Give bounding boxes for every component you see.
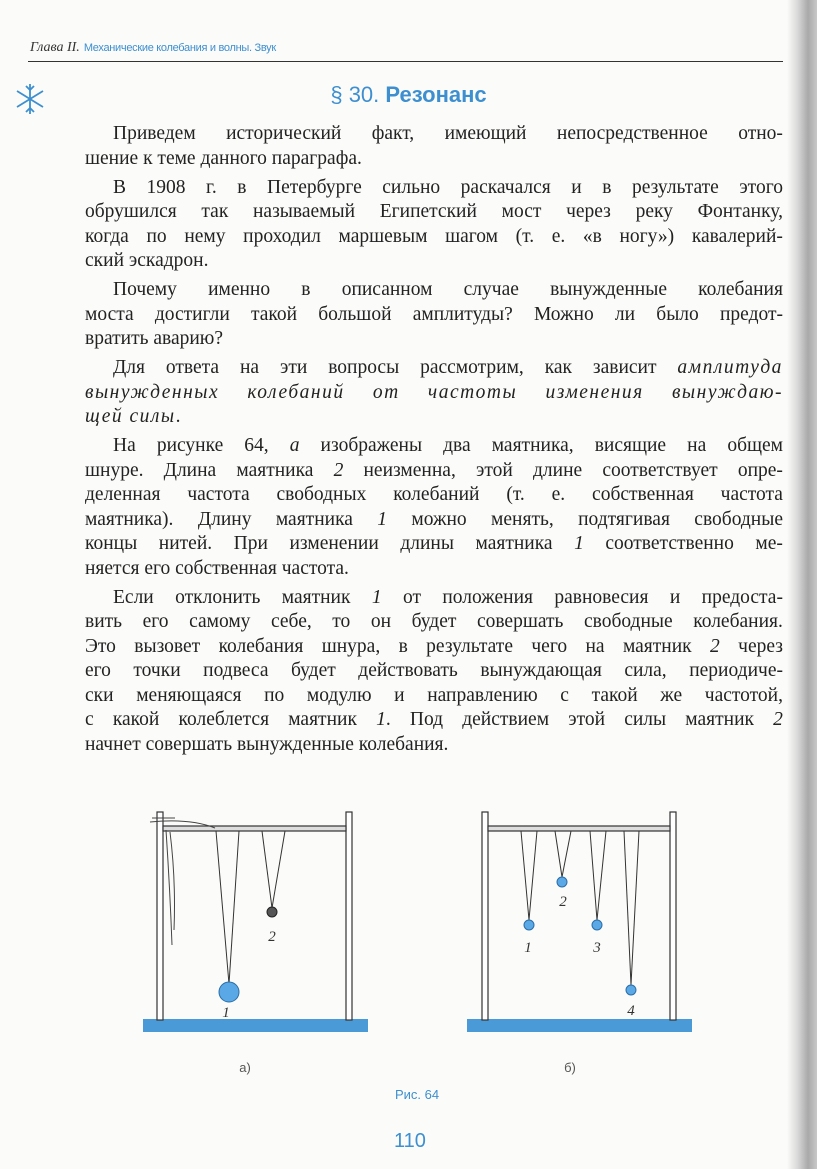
word: свободных bbox=[276, 484, 367, 505]
word: частота bbox=[187, 484, 250, 505]
word: по bbox=[146, 225, 167, 247]
emphasis-word: от bbox=[372, 381, 400, 403]
word: «в bbox=[582, 225, 602, 247]
word: вопросы bbox=[328, 357, 400, 378]
word: меняющаяся bbox=[136, 684, 242, 706]
word: отно- bbox=[738, 123, 783, 144]
word: ме- bbox=[755, 533, 783, 554]
word: в bbox=[602, 176, 612, 198]
word: отклонить bbox=[175, 586, 261, 608]
word: маятник bbox=[622, 635, 692, 657]
word: его bbox=[85, 660, 111, 681]
word: маятник bbox=[685, 709, 754, 730]
word: через bbox=[566, 201, 611, 222]
pendulum-label-b1: 1 bbox=[524, 940, 532, 956]
word: факт, bbox=[371, 123, 415, 144]
word: так bbox=[201, 201, 229, 222]
word: положения bbox=[442, 586, 533, 608]
word: шнура, bbox=[321, 635, 381, 657]
word: деленная bbox=[85, 484, 161, 505]
word: периодиче- bbox=[689, 660, 783, 681]
word: маятник bbox=[281, 586, 351, 608]
word: в bbox=[301, 279, 311, 300]
word: (т. bbox=[506, 484, 525, 505]
word: изображены bbox=[320, 435, 423, 456]
word: соответствует bbox=[602, 459, 718, 481]
word: исторический bbox=[226, 123, 342, 144]
word: силы bbox=[624, 709, 667, 730]
word: результате bbox=[631, 176, 719, 198]
word: частота bbox=[720, 484, 783, 505]
emphasis-word: 1 bbox=[376, 709, 386, 730]
word: этой bbox=[476, 459, 513, 481]
word: маятника bbox=[236, 459, 314, 481]
emphasis-word: 1 bbox=[371, 586, 382, 608]
word: нитей. bbox=[158, 533, 213, 554]
word: в bbox=[398, 635, 408, 657]
word: Можно bbox=[533, 303, 594, 325]
emphasis-word: 2 bbox=[710, 635, 720, 657]
word: этой bbox=[568, 709, 606, 730]
word: было bbox=[656, 303, 699, 325]
right-pole-a bbox=[346, 812, 352, 1020]
word: результате bbox=[426, 635, 513, 657]
page-number: 110 bbox=[394, 1130, 426, 1152]
word: рассмотрим, bbox=[420, 357, 524, 378]
text-segment: шение к теме данного параграфа. bbox=[85, 147, 362, 169]
word: маршевым bbox=[338, 225, 428, 247]
word: в bbox=[237, 176, 247, 198]
emphasis-word: 1 bbox=[377, 508, 388, 530]
word: такой bbox=[591, 684, 638, 706]
figure-caption: Рис. 64 bbox=[394, 1087, 440, 1102]
emphasis-text: щей силы bbox=[85, 406, 176, 427]
word: этого bbox=[739, 176, 783, 198]
word: имеющий bbox=[444, 123, 527, 144]
word: точки bbox=[133, 660, 181, 681]
word: В bbox=[113, 176, 127, 198]
word: свободные bbox=[583, 611, 673, 632]
word: шагом bbox=[445, 225, 498, 247]
word: ногу») bbox=[619, 225, 675, 247]
word: концы bbox=[85, 533, 138, 554]
word: . bbox=[385, 709, 391, 730]
word: направлению bbox=[427, 684, 538, 706]
word: и bbox=[394, 684, 405, 706]
word: вить bbox=[85, 611, 123, 632]
word: Фонтанку, bbox=[697, 201, 783, 222]
word: маятника, bbox=[491, 435, 574, 456]
word: вынуждающая bbox=[480, 660, 602, 681]
word: соответственно bbox=[605, 533, 734, 554]
word: колебаний bbox=[393, 484, 480, 505]
word: эти bbox=[279, 357, 308, 378]
word: е. bbox=[551, 484, 566, 505]
word: менять, bbox=[491, 508, 554, 530]
emphasis-word: колебаний bbox=[247, 381, 345, 403]
bar-a bbox=[163, 826, 346, 831]
left-pole-b bbox=[482, 812, 488, 1020]
word: такой bbox=[250, 303, 298, 325]
word: подвеса bbox=[203, 660, 269, 681]
emphasis-word: а bbox=[289, 435, 300, 456]
pendulum-ball-b2 bbox=[557, 877, 567, 887]
word: модулю bbox=[306, 684, 372, 706]
word: колебания. bbox=[693, 611, 783, 632]
text-segment: ский эскадрон. bbox=[85, 250, 209, 271]
word: Если bbox=[113, 586, 154, 608]
text-segment: . bbox=[175, 406, 181, 427]
word: частотой, bbox=[704, 684, 783, 706]
figure-panel-a bbox=[143, 812, 368, 1075]
emphasis-word: изменения bbox=[545, 381, 644, 403]
word: маятника bbox=[475, 533, 553, 554]
word: он bbox=[370, 611, 392, 632]
pendulum-ball-a1 bbox=[219, 982, 239, 1002]
word: ответа bbox=[165, 357, 220, 378]
word: маятника bbox=[275, 508, 353, 530]
word: именно bbox=[208, 279, 271, 300]
word: совершать bbox=[476, 611, 564, 632]
word: длине bbox=[532, 459, 583, 481]
right-pole-b bbox=[670, 812, 676, 1020]
emphasis-word: 1 bbox=[574, 533, 584, 554]
word: нему bbox=[184, 225, 226, 247]
word: (т. bbox=[515, 225, 535, 247]
word: обрушился bbox=[85, 201, 177, 222]
word: как bbox=[544, 357, 573, 378]
word: достигли bbox=[154, 303, 230, 325]
pendulum-ball-a2 bbox=[267, 907, 277, 917]
pendulum-label-a1: 1 bbox=[222, 1005, 230, 1021]
word: колебания bbox=[218, 635, 304, 657]
word: его bbox=[142, 611, 169, 632]
word: собственная bbox=[592, 484, 694, 505]
word: на bbox=[687, 435, 707, 456]
base-b bbox=[467, 1019, 692, 1032]
word: то bbox=[332, 611, 351, 632]
word: свободные bbox=[694, 508, 783, 530]
word: Длину bbox=[197, 508, 252, 530]
word: и bbox=[571, 176, 582, 198]
word: маятника). bbox=[85, 508, 174, 530]
word: с bbox=[560, 684, 569, 706]
word: и bbox=[669, 586, 681, 608]
word: маятник bbox=[288, 709, 357, 730]
word: Для bbox=[113, 357, 146, 378]
emphasis-word: амплитуда bbox=[677, 357, 783, 378]
word: же bbox=[660, 684, 683, 706]
section-number: § 30. bbox=[330, 82, 380, 107]
word: сила, bbox=[624, 660, 667, 681]
emphasis-word: вынужденных bbox=[85, 381, 220, 403]
figure-panel-b bbox=[467, 812, 692, 1075]
word: длины bbox=[400, 533, 454, 554]
word: равновесия bbox=[554, 586, 649, 608]
word: проходил bbox=[243, 225, 321, 247]
text-segment: няется его собственная частота. bbox=[85, 557, 349, 579]
pendulum-label-b3: 3 bbox=[593, 940, 601, 956]
word: Это bbox=[85, 635, 116, 657]
word: два bbox=[443, 435, 471, 456]
word: непосредственное bbox=[556, 123, 708, 144]
word: На bbox=[113, 435, 136, 456]
word: вынужденные bbox=[550, 279, 667, 300]
word: на bbox=[239, 357, 260, 378]
word: г. bbox=[206, 176, 217, 198]
base-a bbox=[143, 1019, 368, 1032]
word: называемый bbox=[253, 201, 356, 222]
emphasis-word: частоты bbox=[427, 381, 518, 403]
chapter-number: Глава II. bbox=[30, 40, 80, 55]
panel-a-label: а) bbox=[239, 1060, 251, 1075]
word: предоста- bbox=[701, 586, 783, 608]
word: себе, bbox=[270, 611, 312, 632]
word: общем bbox=[727, 435, 783, 456]
pendulum-ball-b3 bbox=[592, 920, 602, 930]
word: Почему bbox=[113, 279, 177, 300]
emphasis-word: 2 bbox=[773, 709, 783, 730]
emphasis-word: 2 bbox=[333, 459, 344, 481]
word: чего bbox=[531, 635, 568, 657]
word: ли bbox=[614, 303, 636, 325]
word: случае bbox=[463, 279, 519, 300]
word: При bbox=[233, 533, 268, 554]
word: с bbox=[85, 709, 94, 730]
word: колеблется bbox=[178, 709, 270, 730]
word: предот- bbox=[719, 303, 783, 325]
word: описанном bbox=[341, 279, 433, 300]
emphasis-word: вынуждаю- bbox=[671, 381, 783, 403]
pendulum-ball-b4 bbox=[626, 985, 636, 995]
word: действовать bbox=[358, 660, 458, 681]
word: ски bbox=[85, 684, 114, 706]
word: какой bbox=[112, 709, 160, 730]
word: реку bbox=[635, 201, 673, 222]
word: зависит bbox=[592, 357, 657, 378]
pendulum-label-b2: 2 bbox=[559, 894, 567, 910]
word: действием bbox=[462, 709, 550, 730]
pendulum-label-b4: 4 bbox=[627, 1003, 635, 1019]
pendulum-label-a2: 2 bbox=[268, 929, 276, 945]
word: Длина bbox=[163, 459, 217, 481]
word: изменении bbox=[289, 533, 379, 554]
word: шнуре. bbox=[85, 459, 144, 481]
word: вызовет bbox=[134, 635, 201, 657]
section-title-text: Резонанс bbox=[385, 82, 487, 107]
word: через bbox=[738, 635, 783, 657]
word: на bbox=[585, 635, 605, 657]
word: моста bbox=[85, 303, 134, 325]
word: Петербурге bbox=[266, 176, 362, 198]
word: Под bbox=[409, 709, 444, 730]
word: висящие bbox=[594, 435, 667, 456]
panel-b-label: б) bbox=[564, 1060, 576, 1075]
text-segment: начнет совершать вынужденные колебания. bbox=[85, 733, 449, 755]
bar-b bbox=[488, 826, 670, 831]
pendulum-ball-b1 bbox=[524, 920, 534, 930]
word: будет bbox=[411, 611, 457, 632]
word: когда bbox=[85, 225, 129, 247]
word: Египетский bbox=[379, 201, 477, 222]
word: е. bbox=[551, 225, 566, 247]
word: раскачался bbox=[460, 176, 551, 198]
word: от bbox=[402, 586, 421, 608]
word: неизменна, bbox=[363, 459, 456, 481]
word: опре- bbox=[737, 459, 783, 481]
word: подтягивая bbox=[578, 508, 670, 530]
word: мост bbox=[501, 201, 542, 222]
word: Приведем bbox=[113, 123, 196, 144]
word: самому bbox=[189, 611, 251, 632]
word: амплитуды? bbox=[412, 303, 513, 325]
word: рисунке bbox=[156, 435, 224, 456]
text-segment: вратить аварию? bbox=[85, 328, 224, 349]
word: колебания bbox=[698, 279, 783, 300]
word: 1908 bbox=[146, 176, 186, 198]
chapter-title: Механические колебания и волны. Звук bbox=[83, 42, 276, 54]
word: будет bbox=[290, 660, 336, 681]
word: сильно bbox=[382, 176, 441, 198]
word: можно bbox=[411, 508, 467, 530]
left-pole-a bbox=[157, 812, 163, 1020]
word: большой bbox=[318, 303, 392, 325]
word: 64, bbox=[244, 435, 269, 456]
word: по bbox=[264, 684, 285, 706]
word: кавалерий- bbox=[691, 225, 783, 247]
